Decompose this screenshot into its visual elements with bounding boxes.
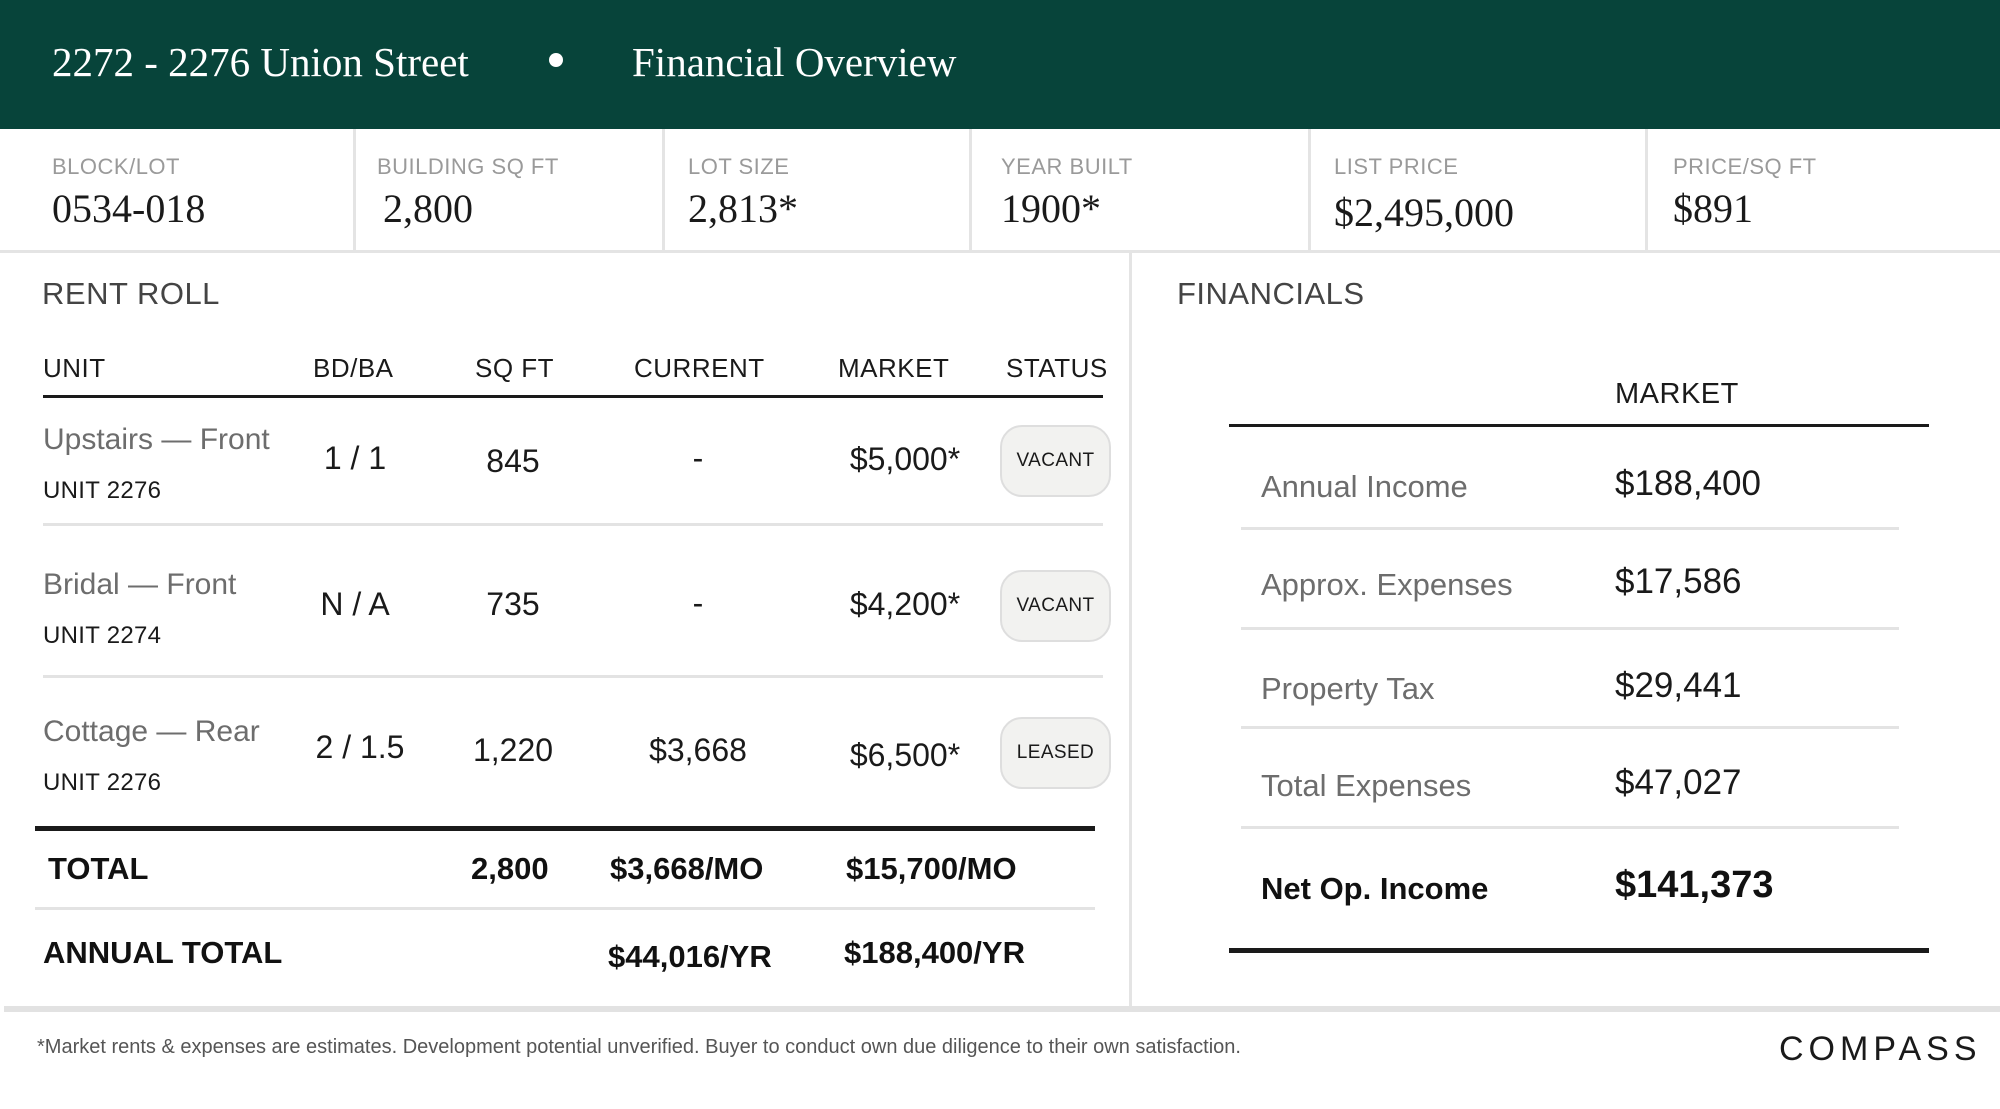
column-header-current: CURRENT xyxy=(634,353,765,383)
row-divider xyxy=(35,907,1095,910)
unit-current-rent: - xyxy=(692,585,704,621)
stat-divider xyxy=(1308,129,1311,253)
property-stats xyxy=(0,129,2000,253)
stat-value: $891 xyxy=(1673,186,1753,231)
unit-sqft: 735 xyxy=(486,586,540,622)
unit-market-rent: $4,200* xyxy=(849,586,961,622)
financial-value-total-expenses: $47,027 xyxy=(1615,763,1742,802)
unit-number: UNIT 2276 xyxy=(43,769,162,796)
unit-bdba: 1 / 1 xyxy=(323,440,387,476)
unit-name: Bridal — Front xyxy=(43,568,237,601)
unit-market-rent: $6,500* xyxy=(849,737,961,773)
stat-value: $2,495,000 xyxy=(1334,190,1514,235)
total-current: $3,668/MO xyxy=(610,851,764,886)
financial-label-total-expenses: Total Expenses xyxy=(1261,768,1472,803)
row-divider xyxy=(1241,726,1899,729)
unit-bdba: 2 / 1.5 xyxy=(315,729,405,765)
column-header-sqft: SQ FT xyxy=(475,353,555,383)
financials-bottom-rule xyxy=(1229,948,1929,953)
unit-current-rent: $3,668 xyxy=(649,732,747,768)
annual-total-current: $44,016/YR xyxy=(608,939,772,974)
separator-dot xyxy=(549,53,563,67)
stat-label: LIST PRICE xyxy=(1334,154,1459,179)
unit-market-rent: $5,000* xyxy=(849,441,961,477)
stat-label: YEAR BUILT xyxy=(1001,154,1133,179)
financial-value-annual-income: $188,400 xyxy=(1615,464,1761,503)
rent-roll-title: RENT ROLL xyxy=(42,276,220,311)
financial-value-property-tax: $29,441 xyxy=(1615,666,1742,705)
financials-header-rule xyxy=(1229,424,1929,427)
totals-rule xyxy=(35,826,1095,831)
column-header-market: MARKET xyxy=(1615,378,1739,410)
stat-value: 2,813* xyxy=(688,186,798,231)
financial-label-property-tax: Property Tax xyxy=(1261,671,1435,706)
net-operating-income-label: Net Op. Income xyxy=(1261,871,1489,906)
page-title: Financial Overview xyxy=(632,39,957,85)
stat-value: 2,800 xyxy=(383,186,473,231)
stat-label: BLOCK/LOT xyxy=(52,154,180,179)
stat-value: 0534-018 xyxy=(52,186,206,231)
row-divider xyxy=(1241,627,1899,630)
financial-label-annual-income: Annual Income xyxy=(1261,469,1468,504)
stat-label: LOT SIZE xyxy=(688,154,790,179)
column-header-status: STATUS xyxy=(1006,353,1108,383)
stat-divider xyxy=(662,129,665,253)
annual-total-label: ANNUAL TOTAL xyxy=(43,935,283,970)
panel-divider xyxy=(1129,253,1132,1009)
total-market: $15,700/MO xyxy=(846,851,1017,886)
unit-number: UNIT 2276 xyxy=(43,477,162,504)
stat-divider xyxy=(969,129,972,253)
financial-label-expenses: Approx. Expenses xyxy=(1261,567,1513,602)
net-operating-income-value: $141,373 xyxy=(1615,864,1774,906)
annual-total-market: $188,400/YR xyxy=(844,935,1025,970)
compass-logo: COMPASS xyxy=(1779,1030,1982,1068)
unit-name: Upstairs — Front xyxy=(43,423,270,456)
status-badge: LEASED xyxy=(1000,717,1111,789)
column-header-unit: UNIT xyxy=(43,353,106,383)
footer-rule xyxy=(4,1006,2000,1012)
unit-bdba: N / A xyxy=(320,586,390,622)
column-header-bdba: BD/BA xyxy=(313,353,394,383)
property-address: 2272 - 2276 Union Street xyxy=(52,39,469,85)
disclaimer: *Market rents & expenses are estimates. Development potential unverified. Buyer to conduct own due diligence to their own satisfaction. xyxy=(37,1036,1241,1058)
stat-divider xyxy=(1645,129,1648,253)
row-divider xyxy=(43,675,1103,678)
stat-value: 1900* xyxy=(1001,186,1101,231)
stat-label: PRICE/SQ FT xyxy=(1673,154,1817,179)
stat-divider xyxy=(353,129,356,253)
financial-value-expenses: $17,586 xyxy=(1615,562,1742,601)
total-label: TOTAL xyxy=(48,851,149,886)
status-badge: VACANT xyxy=(1000,570,1111,642)
row-divider xyxy=(1241,826,1899,829)
row-divider xyxy=(43,523,1103,526)
total-sqft: 2,800 xyxy=(471,851,549,886)
unit-sqft: 1,220 xyxy=(472,732,554,768)
row-divider xyxy=(1241,527,1899,530)
header-bar xyxy=(0,0,2000,129)
stat-label: BUILDING SQ FT xyxy=(377,154,559,179)
financials-title: FINANCIALS xyxy=(1177,276,1365,311)
unit-number: UNIT 2274 xyxy=(43,622,162,649)
unit-current-rent: - xyxy=(692,440,704,476)
column-header-market: MARKET xyxy=(838,353,950,383)
status-badge: VACANT xyxy=(1000,425,1111,497)
unit-name: Cottage — Rear xyxy=(43,715,260,748)
header-rule xyxy=(43,395,1103,398)
unit-sqft: 845 xyxy=(486,443,540,479)
